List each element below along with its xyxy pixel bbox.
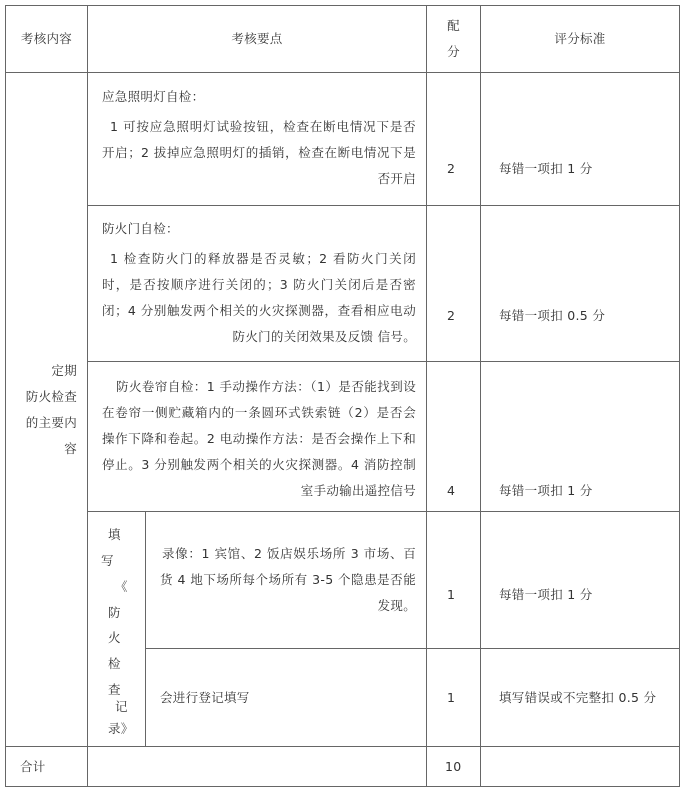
row2-criteria-text: 每错一项扣 0.5 分: [499, 307, 606, 323]
row3-criteria: [481, 479, 679, 507]
row3-points: [88, 374, 426, 511]
record-label-char-8: 记: [115, 699, 128, 714]
record1-points: [146, 512, 426, 648]
record-label-char-7: 查: [108, 682, 121, 697]
row2-title: 防火门自检：: [102, 221, 179, 236]
total-label-text: 合计: [20, 758, 46, 774]
h-line-total: [5, 746, 680, 747]
record-label-char-1: 填: [108, 527, 121, 542]
row3-body: 防火卷帘自检：1 手动操作方法：（1）是否能找到设在卷帘一侧贮藏箱内的一条圆环式铁索链（2）是否会操作下降和卷起。2 电动操作方法：是否会操作上下和停止。3 分别触发两个相关的火灾探测器。4 消防控制室手动输出遥控信号: [102, 379, 416, 498]
record2-criteria-text: 填写错误或不完整扣 0.5 分: [499, 689, 657, 705]
row3-criteria-text: 每错一项扣 1 分: [499, 483, 593, 498]
total-label: [6, 747, 87, 786]
row1-score: [427, 73, 480, 205]
header-score-line2: 分: [447, 44, 460, 59]
record-label-char-5: 火: [108, 630, 121, 645]
row1-criteria-text: 每错一项扣 1 分: [499, 161, 593, 176]
record-label: [88, 523, 145, 745]
row1-body: 1 可按应急照明灯试验按钮，检查在断电情况下是否开启；2 拔掉应急照明灯的插销，检查在断电情况下是否开启: [102, 119, 416, 186]
main-category-line3: 的主要内: [25, 414, 77, 430]
row2-body: 1 检查防火门的释放器是否灵敏；2 看防火门关闭时，是否按顺序进行关闭的；3 防火门关闭后是否密闭；4 分别触发两个相关的火灾探测器，查看相应电动防火门的关闭效果及反馈 信号。: [102, 251, 416, 344]
record2-criteria: [481, 649, 679, 746]
main-category-line1: 定期: [51, 362, 77, 378]
row3-score: [427, 479, 480, 507]
record-label-char-2: 写: [101, 553, 114, 568]
record-label-char-4: 防: [108, 605, 121, 620]
main-category-line4: 容: [64, 440, 77, 456]
record-label-char-6: 检: [108, 656, 121, 671]
main-category: [6, 73, 87, 746]
record1-body: 录像：1 宾馆、2 饭店娱乐场所 3 市场、百货 4 地下场所每个场所有 3-5 个隐患是否能发现。: [160, 546, 416, 613]
record-label-char-9: 录》: [108, 721, 134, 736]
v-line-right: [679, 5, 680, 787]
header-criteria-text: 评分标准: [554, 31, 606, 46]
record1-score: [427, 512, 480, 648]
record2-score-text: 1: [447, 689, 456, 705]
main-category-line2: 防火检查: [25, 388, 77, 404]
header-criteria: [481, 6, 679, 72]
header-score-line1: 配: [447, 18, 460, 33]
row3-score-text: 4: [447, 483, 456, 498]
row1-points: [88, 85, 426, 205]
h-line-bottom: [5, 786, 680, 787]
record2-body: 会进行登记填写: [160, 689, 250, 705]
record1-criteria-text: 每错一项扣 1 分: [499, 587, 593, 602]
record1-criteria: [481, 512, 679, 648]
row2-criteria: [481, 206, 679, 361]
record2-score: [427, 649, 480, 746]
row1-criteria: [481, 73, 679, 205]
header-content-text: 考核内容: [20, 31, 73, 46]
total-score: [427, 747, 480, 786]
h-line-row2: [87, 361, 680, 362]
header-content: [6, 6, 87, 72]
header-points-text: 考核要点: [231, 31, 283, 46]
row2-points: [88, 217, 426, 361]
record2-points: [146, 649, 426, 746]
total-score-text: 10: [445, 758, 462, 774]
header-score: [427, 13, 480, 71]
row2-score: [427, 206, 480, 361]
row2-score-text: 2: [447, 307, 456, 323]
record1-score-text: 1: [447, 587, 456, 602]
row1-title: 应急照明灯自检：: [102, 89, 205, 104]
row1-score-text: 2: [447, 161, 456, 176]
record-label-char-3: 《: [115, 579, 128, 594]
header-points: [88, 6, 426, 72]
